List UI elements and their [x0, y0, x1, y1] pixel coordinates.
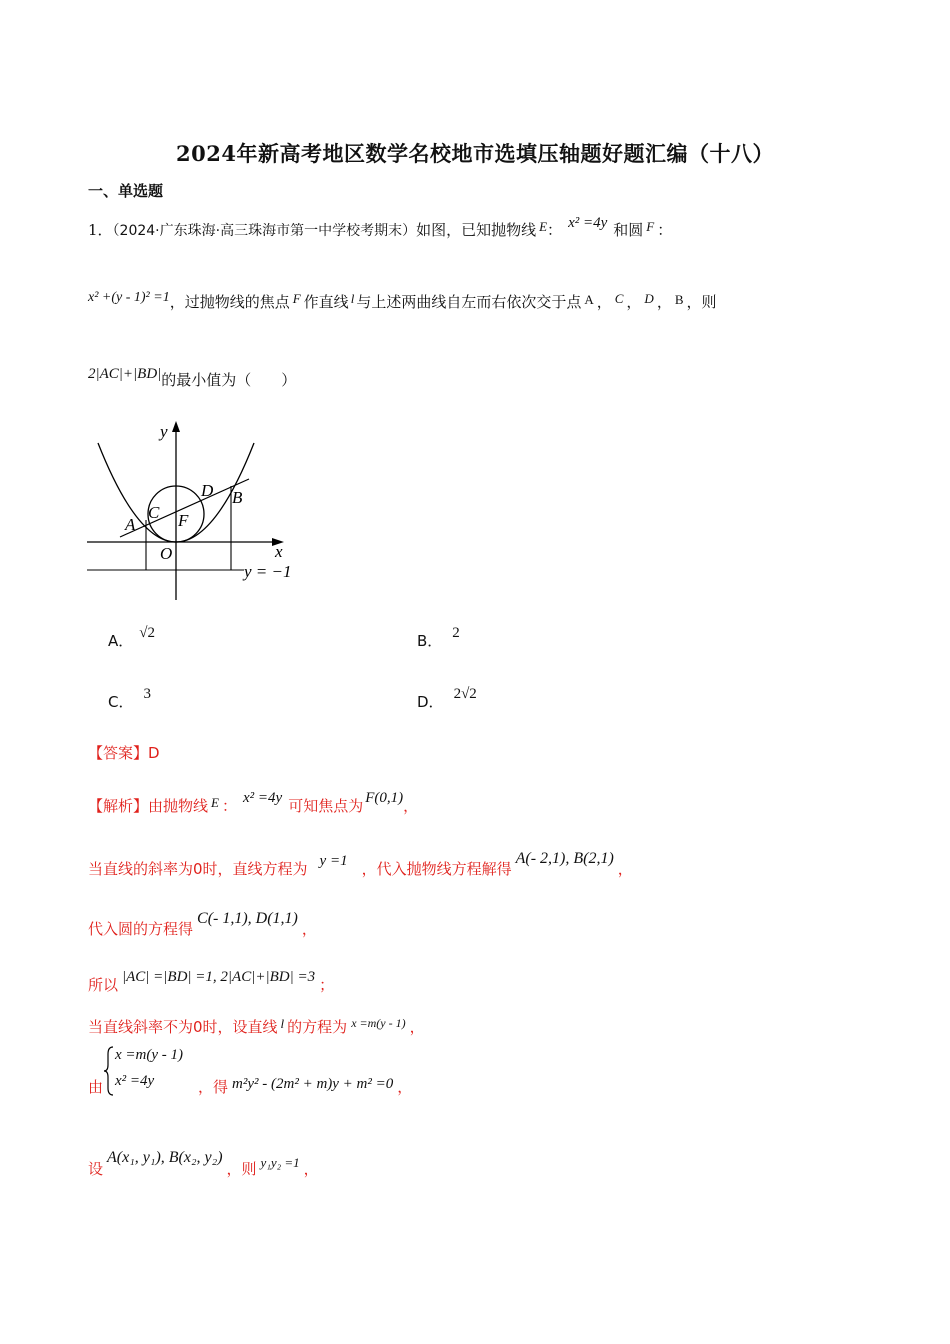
system-equation-1: x =m(y - 1)	[115, 1047, 184, 1063]
brace-icon	[104, 1046, 114, 1096]
option-b-label: B．	[417, 632, 443, 650]
analysis-line-5	[88, 1016, 425, 1037]
figure-label-O: O	[160, 544, 173, 563]
colon: ：	[657, 221, 673, 239]
analysis-text: 由	[88, 1078, 104, 1096]
analysis-line-4	[88, 969, 334, 995]
analysis-text: ：	[221, 797, 237, 815]
analysis-text: ，	[617, 860, 633, 878]
question-text: 作直线	[303, 293, 349, 311]
figure-label-B: B	[232, 488, 243, 507]
analysis-equation: x =m(y - 1)	[351, 1016, 406, 1030]
directrix-label: y = −1	[244, 562, 292, 581]
analysis-label: 【解析】	[88, 797, 149, 815]
label-l: l	[280, 1016, 285, 1031]
analysis-text: ，	[403, 797, 419, 815]
answer-line	[88, 742, 160, 763]
answer-label: 【答案】	[88, 744, 149, 762]
option-c	[108, 686, 151, 712]
analysis-text: 当直线斜率不为0时，设直线	[88, 1018, 278, 1036]
analysis-text: ，	[409, 1018, 425, 1036]
system-equation-2: x² =4y	[115, 1073, 155, 1089]
analysis-text: 设	[88, 1160, 104, 1178]
circle-equation: x² +(y - 1)² =1	[88, 290, 170, 305]
option-a-value: √2	[139, 625, 155, 641]
analysis-text: 由抛物线	[148, 797, 209, 815]
figure-label-C: C	[148, 503, 160, 522]
label-E: E	[539, 219, 548, 234]
section-heading: 一、单选题	[88, 182, 164, 200]
analysis-equation: x² =4y	[243, 790, 283, 806]
analysis-line-2	[88, 850, 633, 879]
analysis-text: 可知焦点为	[288, 797, 364, 815]
label-E: E	[211, 795, 219, 810]
target-expression: 2|AC|+|BD|	[88, 366, 162, 382]
parabola-equation: x² =4y	[568, 215, 608, 231]
label-F: F	[292, 291, 301, 306]
system-brace	[104, 1046, 114, 1096]
analysis-text: 的方程为	[287, 1018, 348, 1036]
figure-label-D: D	[201, 481, 214, 500]
analysis-equation: y₁y₂ =1	[260, 1155, 300, 1170]
analysis-text: ，代入抛物线方程解得	[361, 860, 512, 878]
analysis-equation: |AC| =|BD| =1, 2|AC|+|BD| =3	[122, 969, 316, 985]
analysis-text: ；	[319, 976, 335, 994]
question-line-1	[88, 215, 672, 240]
parabola-circle-figure	[84, 415, 309, 605]
question-number: 1．	[88, 221, 113, 239]
answer-value: D	[148, 744, 160, 762]
analysis-text: ，则	[226, 1160, 257, 1178]
option-d-value: 2√2	[453, 686, 477, 702]
question-text: 的最小值为（ ）	[161, 371, 297, 389]
y-axis-label: y	[160, 422, 168, 441]
analysis-text: ，	[303, 1160, 319, 1178]
option-c-value: 3	[143, 686, 151, 702]
analysis-text: 所以	[88, 976, 119, 994]
option-b-value: 2	[452, 625, 460, 641]
comma: ，	[656, 293, 672, 311]
question-text: 如图，已知抛物线	[416, 221, 537, 239]
analysis-equation: y =1	[319, 853, 348, 869]
analysis-equation: m²y² - (2m² + m)y + m² =0	[232, 1076, 394, 1092]
analysis-points: A(x₁, y₁), B(x₂, y₂)	[107, 1149, 223, 1166]
y-axis-arrow	[172, 421, 180, 432]
question-text: ，则	[686, 293, 717, 311]
analysis-line-1	[88, 790, 418, 816]
figure-label-F: F	[178, 511, 189, 530]
option-a	[108, 625, 155, 651]
page-title: 2024年新高考地区数学名校地市选填压轴题好题汇编（十八）	[176, 141, 774, 166]
point-C: C	[614, 291, 624, 306]
label-F: F	[646, 219, 655, 234]
analysis-text: ，得	[198, 1078, 229, 1096]
question-text: 和圆	[613, 221, 644, 239]
option-d	[417, 686, 477, 712]
comma: ，	[596, 293, 612, 311]
option-b	[417, 625, 460, 651]
question-line-3	[88, 366, 296, 390]
option-d-label: D．	[417, 693, 444, 711]
analysis-text: 当直线的斜率为0时，直线方程为	[88, 860, 308, 878]
question-source: （2024·广东珠海·高三珠海市第一中学校考期末）	[112, 223, 417, 239]
analysis-text: ，	[301, 920, 317, 938]
point-B: B	[674, 292, 684, 307]
option-c-label: C．	[108, 693, 134, 711]
label-l: l	[350, 291, 355, 306]
option-a-label: A．	[108, 632, 134, 650]
analysis-points: C(- 1,1), D(1,1)	[197, 910, 298, 927]
question-line-2	[88, 290, 717, 312]
question-text: ，过抛物线的焦点	[169, 293, 290, 311]
analysis-line-6	[88, 1076, 103, 1097]
analysis-line-6b	[198, 1076, 412, 1097]
analysis-line-3	[88, 910, 317, 939]
x-axis-label: x	[275, 542, 283, 561]
analysis-text: 代入圆的方程得	[88, 920, 194, 938]
analysis-text: ，	[397, 1078, 413, 1096]
point-A: A	[584, 292, 594, 307]
analysis-focus: F(0,1)	[365, 790, 404, 806]
colon: ：	[547, 221, 563, 239]
analysis-points: A(- 2,1), B(2,1)	[515, 850, 614, 867]
figure-label-A: A	[125, 515, 136, 534]
comma: ，	[626, 293, 642, 311]
point-D: D	[644, 291, 654, 306]
analysis-line-7	[88, 1149, 319, 1179]
question-text: 与上述两曲线自左而右依次交于点	[356, 293, 582, 311]
